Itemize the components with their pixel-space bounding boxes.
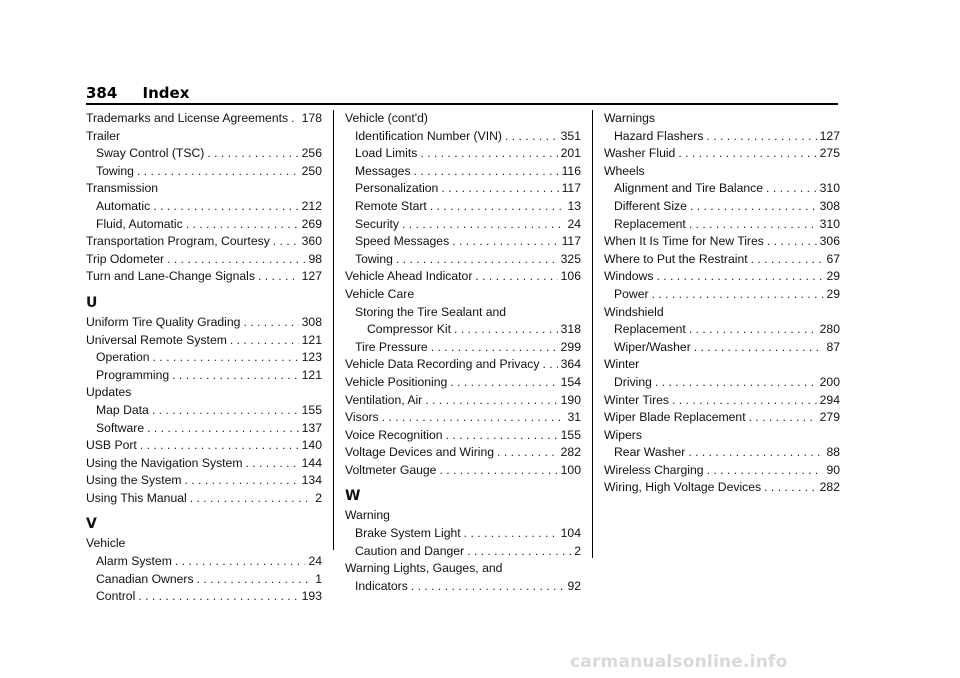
leader-dots — [706, 128, 816, 146]
entry-page-number: 123 — [301, 350, 322, 365]
entry-label: Identification Number (VIN) — [355, 128, 502, 143]
entry-page-number: 121 — [301, 332, 322, 347]
watermark: carmanualsonline.info — [570, 652, 788, 672]
entry-page-number: 144 — [301, 455, 322, 470]
entry-page-number: 212 — [301, 198, 322, 213]
index-heading: Warning — [345, 508, 390, 523]
entry-label: When It Is Time for New Tires — [604, 234, 764, 249]
entry-label: Software — [96, 420, 145, 435]
index-entry — [86, 216, 322, 234]
section-letter: V — [86, 516, 97, 533]
entry-label: Vehicle Positioning — [345, 374, 448, 389]
index-entry — [345, 233, 581, 251]
entry-page-number: 364 — [560, 357, 581, 372]
entry-page-number: 127 — [819, 128, 840, 143]
index-entry — [86, 163, 322, 181]
index-entry — [86, 553, 322, 571]
leader-dots — [197, 571, 313, 589]
entry-page-number: 137 — [301, 420, 322, 435]
entry-page-number: 155 — [560, 427, 581, 442]
leader-dots — [230, 332, 299, 350]
entry-page-number: 31 — [567, 410, 581, 425]
leader-dots — [452, 233, 558, 251]
page-header — [86, 84, 189, 102]
leader-dots — [152, 402, 299, 420]
entry-label: Using the System — [86, 473, 182, 488]
entry-label: Speed Messages — [355, 234, 450, 249]
entry-label: Vehicle Data Recording and Privacy — [345, 357, 540, 372]
entry-page-number: 24 — [567, 216, 581, 231]
entry-label: Tire Pressure — [355, 339, 428, 354]
leader-dots — [414, 163, 559, 181]
entry-label: Trip Odometer — [86, 251, 165, 266]
index-entry — [604, 479, 840, 497]
leader-dots — [446, 427, 558, 445]
entry-label: Vehicle Ahead Indicator — [345, 269, 473, 284]
entry-label: Remote Start — [355, 198, 427, 213]
index-entry — [86, 367, 322, 385]
entry-label: Towing — [96, 163, 134, 178]
leader-dots — [439, 462, 557, 480]
leader-dots — [207, 145, 298, 163]
entry-page-number: 154 — [560, 374, 581, 389]
index-entry — [604, 339, 840, 357]
entry-page-number: 318 — [560, 322, 581, 337]
leader-dots — [172, 367, 299, 385]
entry-label: Alignment and Tire Balance — [614, 181, 764, 196]
entry-page-number: 306 — [819, 234, 840, 249]
entry-label: Universal Remote System — [86, 332, 227, 347]
entry-page-number: 90 — [826, 462, 840, 477]
entry-label: Programming — [96, 367, 170, 382]
index-entry — [86, 437, 322, 455]
entry-label: Different Size — [614, 198, 687, 213]
index-entry — [86, 233, 322, 251]
entry-label: Using the Navigation System — [86, 455, 243, 470]
entry-page-number: 13 — [567, 198, 581, 213]
entry-label: Control — [96, 589, 136, 604]
entry-label: Voice Recognition — [345, 427, 443, 442]
entry-page-number: 121 — [301, 367, 322, 382]
entry-page-number: 279 — [819, 410, 840, 425]
entry-label: Alarm System — [96, 554, 172, 569]
index-entry — [604, 180, 840, 198]
leader-dots — [766, 180, 817, 198]
index-entry — [86, 332, 322, 350]
index-heading: Storing the Tire Sealant and — [355, 304, 507, 319]
leader-dots — [475, 268, 557, 286]
index-entry — [604, 462, 840, 480]
entry-label: Sway Control (TSC) — [96, 146, 205, 161]
entry-page-number: 29 — [826, 269, 840, 284]
entry-page-number: 275 — [819, 146, 840, 161]
entry-page-number: 256 — [301, 146, 322, 161]
entry-label: Canadian Owners — [96, 571, 194, 586]
entry-label: Using This Manual — [86, 490, 187, 505]
entry-label: Fluid, Automatic — [96, 216, 183, 231]
entry-label: Replacement — [614, 322, 686, 337]
leader-dots — [672, 392, 817, 410]
leader-dots — [678, 145, 816, 163]
entry-page-number: 2 — [574, 543, 581, 558]
leader-dots — [767, 233, 817, 251]
entry-label: Caution and Danger — [355, 543, 465, 558]
entry-label: Where to Put the Restraint — [604, 251, 748, 266]
index-entry — [345, 145, 581, 163]
index-entry — [604, 128, 840, 146]
index-entry — [345, 462, 581, 480]
section-letter: U — [86, 294, 98, 311]
leader-dots — [749, 409, 817, 427]
index-entry — [345, 525, 581, 543]
leader-dots — [652, 286, 824, 304]
entry-page-number: 117 — [561, 234, 581, 249]
index-heading: Wheels — [604, 163, 645, 178]
leader-dots — [137, 163, 299, 181]
index-entry — [345, 128, 581, 146]
entry-label: Load Limits — [355, 146, 418, 161]
entry-label: Driving — [614, 374, 652, 389]
leader-dots — [402, 216, 564, 234]
entry-label: Turn and Lane-Change Signals — [86, 269, 255, 284]
index-entry — [86, 145, 322, 163]
leader-dots — [542, 356, 557, 374]
entry-page-number: 308 — [301, 314, 322, 329]
entry-page-number: 117 — [561, 181, 581, 196]
entry-label: Visors — [345, 410, 379, 425]
index-entry — [86, 314, 322, 332]
column-divider-1 — [333, 110, 334, 550]
entry-label: Ventilation, Air — [345, 392, 423, 407]
leader-dots — [690, 198, 817, 216]
index-heading: Transmission — [86, 181, 159, 196]
index-entry — [604, 409, 840, 427]
leader-dots — [396, 251, 558, 269]
index-entry — [86, 349, 322, 367]
entry-page-number: 360 — [301, 234, 322, 249]
index-entry — [345, 543, 581, 561]
leader-dots — [258, 268, 299, 286]
leader-dots — [694, 339, 824, 357]
entry-page-number: 310 — [819, 181, 840, 196]
index-entry — [345, 198, 581, 216]
entry-page-number: 29 — [826, 286, 840, 301]
index-heading: Warnings — [604, 111, 656, 125]
entry-page-number: 193 — [301, 589, 322, 604]
entry-label: Wireless Charging — [604, 462, 704, 477]
index-entry — [86, 402, 322, 420]
entry-label: Winter Tires — [604, 392, 670, 407]
leader-dots — [707, 462, 824, 480]
header-rule — [86, 103, 838, 105]
entry-page-number: 106 — [560, 269, 581, 284]
page-number: 384 — [86, 84, 118, 102]
leader-dots — [175, 553, 306, 571]
index-entry — [345, 356, 581, 374]
index-entry — [345, 268, 581, 286]
entry-label: Messages — [355, 163, 411, 178]
index-heading: Winter — [604, 357, 640, 372]
leader-dots — [411, 578, 565, 596]
leader-dots — [138, 588, 298, 606]
entry-page-number: 308 — [819, 198, 840, 213]
index-entry — [345, 392, 581, 410]
index-entry — [345, 578, 581, 596]
index-entry — [604, 374, 840, 392]
index-entry — [86, 198, 322, 216]
leader-dots — [764, 479, 817, 497]
entry-label: Personalization — [355, 181, 439, 196]
leader-dots — [140, 437, 299, 455]
entry-page-number: 92 — [567, 578, 581, 593]
leader-dots — [425, 392, 557, 410]
leader-dots — [185, 472, 299, 490]
index-entry — [86, 571, 322, 589]
index-heading: Warning Lights, Gauges, and — [345, 561, 503, 576]
index-entry — [86, 251, 322, 269]
index-heading: Updates — [86, 385, 132, 400]
leader-dots — [190, 490, 313, 508]
leader-dots — [153, 349, 299, 367]
leader-dots — [273, 233, 299, 251]
leader-dots — [505, 128, 558, 146]
index-entry — [86, 455, 322, 473]
leader-dots — [420, 145, 557, 163]
index-entry — [345, 163, 581, 181]
index-entry — [604, 286, 840, 304]
entry-label: Transportation Program, Courtesy — [86, 234, 270, 249]
entry-label: Hazard Flashers — [614, 128, 704, 143]
index-entry — [604, 321, 840, 339]
page-title: Index — [142, 84, 190, 102]
entry-page-number: 178 — [301, 111, 322, 125]
entry-page-number: 2 — [315, 490, 322, 505]
leader-dots — [153, 198, 298, 216]
entry-label: Washer Fluid — [604, 146, 676, 161]
index-column-3 — [604, 110, 840, 497]
index-entry — [345, 180, 581, 198]
leader-dots — [430, 198, 565, 216]
index-entry — [604, 233, 840, 251]
index-entry — [345, 251, 581, 269]
entry-label: USB Port — [86, 438, 137, 453]
leader-dots — [689, 216, 817, 234]
entry-page-number: 67 — [826, 251, 840, 266]
entry-label: Wiring, High Voltage Devices — [604, 480, 762, 495]
index-entry — [604, 145, 840, 163]
entry-label: Security — [355, 216, 400, 231]
index-entry — [604, 392, 840, 410]
leader-dots — [655, 374, 817, 392]
entry-page-number: 351 — [560, 128, 581, 143]
leader-dots — [656, 268, 823, 286]
index-entry — [345, 339, 581, 357]
leader-dots — [751, 251, 824, 269]
entry-label: Rear Washer — [614, 445, 686, 460]
index-entry — [604, 216, 840, 234]
entry-label: Compressor Kit — [367, 322, 451, 337]
entry-page-number: 134 — [301, 473, 322, 488]
entry-label: Indicators — [355, 578, 408, 593]
index-entry — [345, 216, 581, 234]
entry-label: Brake System Light — [355, 526, 461, 541]
entry-page-number: 282 — [560, 445, 581, 460]
index-heading: Windshield — [604, 304, 664, 319]
index-entry — [86, 588, 322, 606]
leader-dots — [454, 321, 558, 339]
leader-dots — [186, 216, 299, 234]
index-entry — [604, 268, 840, 286]
entry-label: Voltmeter Gauge — [345, 462, 437, 477]
index-entry — [604, 444, 840, 462]
entry-page-number: 299 — [560, 339, 581, 354]
index-column-1 — [86, 110, 322, 606]
entry-label: Map Data — [96, 402, 149, 417]
entry-page-number: 88 — [826, 445, 840, 460]
index-entry — [86, 268, 322, 286]
index-entry — [604, 251, 840, 269]
leader-dots — [450, 374, 557, 392]
entry-label: Trademarks and License Agreements — [86, 111, 289, 125]
leader-dots — [464, 525, 558, 543]
entry-page-number: 280 — [819, 322, 840, 337]
entry-page-number: 140 — [301, 438, 322, 453]
entry-page-number: 24 — [308, 554, 322, 569]
entry-page-number: 104 — [560, 526, 581, 541]
index-heading: Vehicle Care — [345, 286, 415, 301]
index-heading: Vehicle (cont'd) — [345, 111, 428, 125]
index-heading: Trailer — [86, 128, 121, 143]
entry-page-number: 190 — [560, 392, 581, 407]
entry-label: Voltage Devices and Wiring — [345, 445, 495, 460]
entry-page-number: 98 — [308, 251, 322, 266]
index-entry — [345, 321, 581, 339]
entry-label: Power — [614, 286, 649, 301]
index-entry — [345, 374, 581, 392]
leader-dots — [245, 455, 298, 473]
index-entry — [86, 110, 322, 128]
leader-dots — [167, 251, 305, 269]
leader-dots — [467, 543, 571, 561]
column-divider-2 — [592, 110, 593, 558]
entry-page-number: 87 — [826, 339, 840, 354]
entry-page-number: 116 — [561, 163, 581, 178]
index-column-2 — [345, 110, 581, 595]
entry-page-number: 269 — [301, 216, 322, 231]
entry-page-number: 325 — [560, 251, 581, 266]
entry-label: Wiper Blade Replacement — [604, 410, 746, 425]
entry-page-number: 294 — [819, 392, 840, 407]
leader-dots — [441, 180, 558, 198]
leader-dots — [431, 339, 558, 357]
leader-dots — [689, 321, 817, 339]
entry-page-number: 282 — [819, 480, 840, 495]
index-entry — [604, 198, 840, 216]
index-entry — [86, 490, 322, 508]
leader-dots — [688, 444, 823, 462]
entry-page-number: 127 — [301, 269, 322, 284]
entry-page-number: 250 — [301, 163, 322, 178]
index-entry — [345, 409, 581, 427]
leader-dots — [291, 110, 299, 128]
entry-label: Windows — [604, 269, 654, 284]
entry-page-number: 201 — [560, 146, 581, 161]
entry-label: Uniform Tire Quality Grading — [86, 314, 241, 329]
entry-label: Wiper/Washer — [614, 339, 691, 354]
index-entry — [345, 444, 581, 462]
entry-label: Replacement — [614, 216, 686, 231]
leader-dots — [243, 314, 298, 332]
entry-label: Operation — [96, 350, 150, 365]
entry-page-number: 100 — [560, 462, 581, 477]
entry-page-number: 200 — [819, 374, 840, 389]
entry-page-number: 1 — [315, 571, 322, 586]
entry-page-number: 310 — [819, 216, 840, 231]
index-entry — [86, 420, 322, 438]
leader-dots — [497, 444, 558, 462]
section-letter: W — [345, 488, 361, 505]
entry-page-number: 155 — [301, 402, 322, 417]
index-heading: Wipers — [604, 427, 642, 442]
index-heading: Vehicle — [86, 536, 126, 551]
leader-dots — [147, 420, 299, 438]
entry-label: Automatic — [96, 198, 151, 213]
index-entry — [345, 427, 581, 445]
index-entry — [86, 472, 322, 490]
leader-dots — [382, 409, 565, 427]
entry-label: Towing — [355, 251, 393, 266]
